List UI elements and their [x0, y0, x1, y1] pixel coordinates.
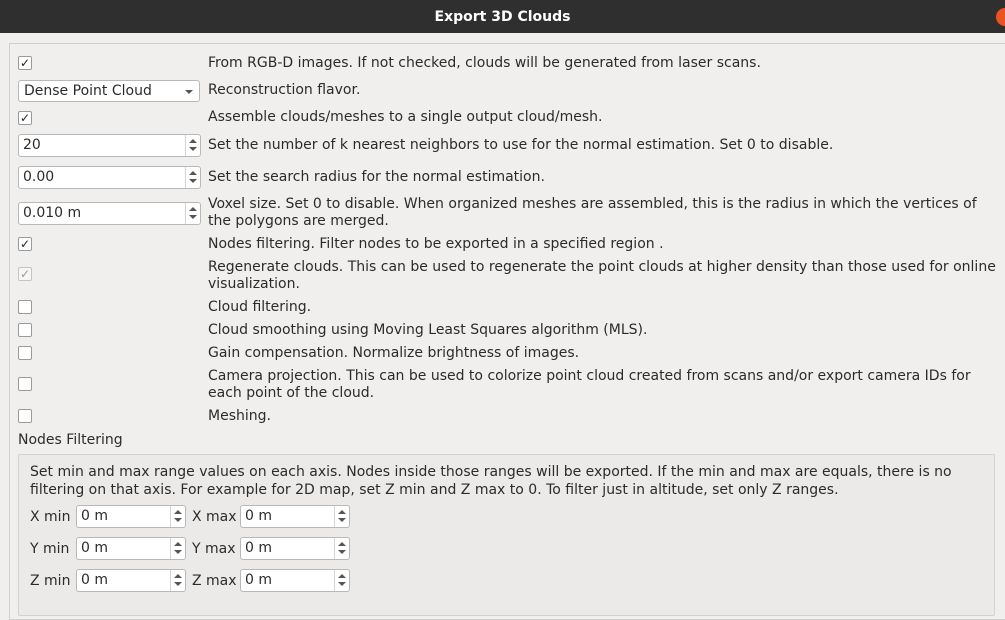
- arrow-down-icon: [174, 518, 182, 522]
- search-radius-label: Set the search radius for the normal estimation.: [208, 169, 545, 185]
- arrow-up-icon: [338, 574, 346, 578]
- gain-compensation-label: Gain compensation. Normalize brightness of images.: [208, 345, 580, 361]
- spinner-buttons[interactable]: [170, 570, 185, 591]
- camera-projection-label: Camera projection. This can be used to colorize point cloud created from scans and/or export camera IDs for each point of the cloud.: [208, 368, 971, 401]
- cloud-filtering-checkbox[interactable]: [18, 300, 32, 314]
- flavor-label: Reconstruction flavor.: [208, 82, 361, 98]
- y-max-spinbox[interactable]: [240, 537, 350, 560]
- spinner-buttons[interactable]: [185, 135, 200, 156]
- arrow-down-icon: [174, 582, 182, 586]
- gain-compensation-checkbox[interactable]: [18, 346, 32, 360]
- arrow-up-icon: [174, 510, 182, 514]
- arrow-down-icon: [174, 550, 182, 554]
- y-min-spinbox[interactable]: [76, 537, 186, 560]
- spinner-buttons[interactable]: [185, 203, 200, 224]
- arrow-up-icon: [189, 139, 197, 143]
- arrow-down-icon: [338, 518, 346, 522]
- rgbd-label: From RGB-D images. If not checked, clouds will be generated from laser scans.: [208, 55, 761, 71]
- x-min-spinbox[interactable]: [76, 505, 186, 528]
- arrow-up-icon: [338, 510, 346, 514]
- spinner-buttons[interactable]: [334, 570, 349, 591]
- k-neighbors-value: 20: [23, 137, 41, 153]
- z-min-spinbox[interactable]: [76, 569, 186, 592]
- arrow-up-icon: [189, 171, 197, 175]
- search-radius-spinbox[interactable]: [18, 166, 201, 189]
- arrow-down-icon: [189, 147, 197, 151]
- arrow-up-icon: [338, 542, 346, 546]
- rgbd-checkbox[interactable]: ✓: [19, 56, 31, 70]
- voxel-size-label: Voxel size. Set 0 to disable. When organized meshes are assembled, this is the radius in which the vertices of the polygons are merged.: [208, 196, 977, 229]
- window-title: Export 3D Clouds: [434, 8, 571, 25]
- z-min-label: Z min: [30, 573, 71, 589]
- flavor-select[interactable]: [18, 80, 200, 102]
- assemble-label: Assemble clouds/meshes to a single output cloud/mesh.: [208, 109, 603, 125]
- camera-projection-checkbox[interactable]: [18, 377, 32, 391]
- arrow-up-icon: [174, 574, 182, 578]
- assemble-checkbox[interactable]: ✓: [19, 111, 31, 125]
- voxel-size-value: 0.010 m: [23, 205, 82, 221]
- x-max-spinbox[interactable]: [240, 505, 350, 528]
- z-max-spinbox[interactable]: [240, 569, 350, 592]
- arrow-up-icon: [174, 542, 182, 546]
- regenerate-clouds-checkbox[interactable]: ✓: [19, 267, 31, 281]
- nodes-filtering-group: [18, 454, 995, 616]
- spinner-buttons[interactable]: [185, 167, 200, 188]
- arrow-down-icon: [338, 582, 346, 586]
- k-neighbors-label: Set the number of k nearest neighbors to use for the normal estimation. Set 0 to disable.: [208, 137, 834, 153]
- x-min-label: X min: [30, 509, 71, 525]
- y-max-value: 0 m: [245, 540, 272, 556]
- z-max-value: 0 m: [245, 572, 272, 588]
- arrow-down-icon: [189, 179, 197, 183]
- arrow-up-icon: [189, 207, 197, 211]
- arrow-down-icon: [338, 550, 346, 554]
- x-max-value: 0 m: [245, 508, 272, 524]
- spinner-buttons[interactable]: [170, 538, 185, 559]
- z-min-value: 0 m: [81, 572, 108, 588]
- spinner-buttons[interactable]: [334, 506, 349, 527]
- search-radius-value: 0.00: [23, 169, 55, 185]
- meshing-checkbox[interactable]: [18, 409, 32, 423]
- chevron-down-icon: [185, 90, 193, 94]
- k-neighbors-spinbox[interactable]: [18, 134, 201, 157]
- spinner-buttons[interactable]: [334, 538, 349, 559]
- mls-checkbox[interactable]: [18, 323, 32, 337]
- mls-label: Cloud smoothing using Moving Least Squares algorithm (MLS).: [208, 322, 648, 338]
- nodes-filtering-title: Nodes Filtering: [18, 432, 123, 448]
- spinner-buttons[interactable]: [170, 506, 185, 527]
- meshing-label: Meshing.: [208, 408, 271, 424]
- y-min-value: 0 m: [81, 540, 108, 556]
- nodes-filtering-description: Set min and max range values on each axis. Nodes inside those ranges will be exported. If the min and max are equals, there is no filtering on that axis. For example for 2D map, set Z min and Z max to 0. To filter just in altitude, set only Z ranges.: [30, 464, 952, 498]
- x-max-label: X max: [192, 509, 237, 525]
- z-max-label: Z max: [192, 573, 237, 589]
- y-max-label: Y max: [192, 541, 236, 557]
- regenerate-clouds-label: Regenerate clouds. This can be used to regenerate the point clouds at higher density than those used for online visualization.: [208, 259, 996, 292]
- cloud-filtering-label: Cloud filtering.: [208, 299, 312, 315]
- voxel-size-spinbox[interactable]: [18, 202, 201, 225]
- nodes-filtering-label: Nodes filtering. Filter nodes to be exported in a specified region .: [208, 236, 664, 252]
- nodes-filtering-checkbox[interactable]: ✓: [19, 237, 31, 251]
- close-button[interactable]: [996, 8, 1005, 26]
- arrow-down-icon: [189, 215, 197, 219]
- x-min-value: 0 m: [81, 508, 108, 524]
- flavor-value: Dense Point Cloud: [24, 83, 152, 99]
- title-bar: [0, 0, 1005, 33]
- y-min-label: Y min: [30, 541, 70, 557]
